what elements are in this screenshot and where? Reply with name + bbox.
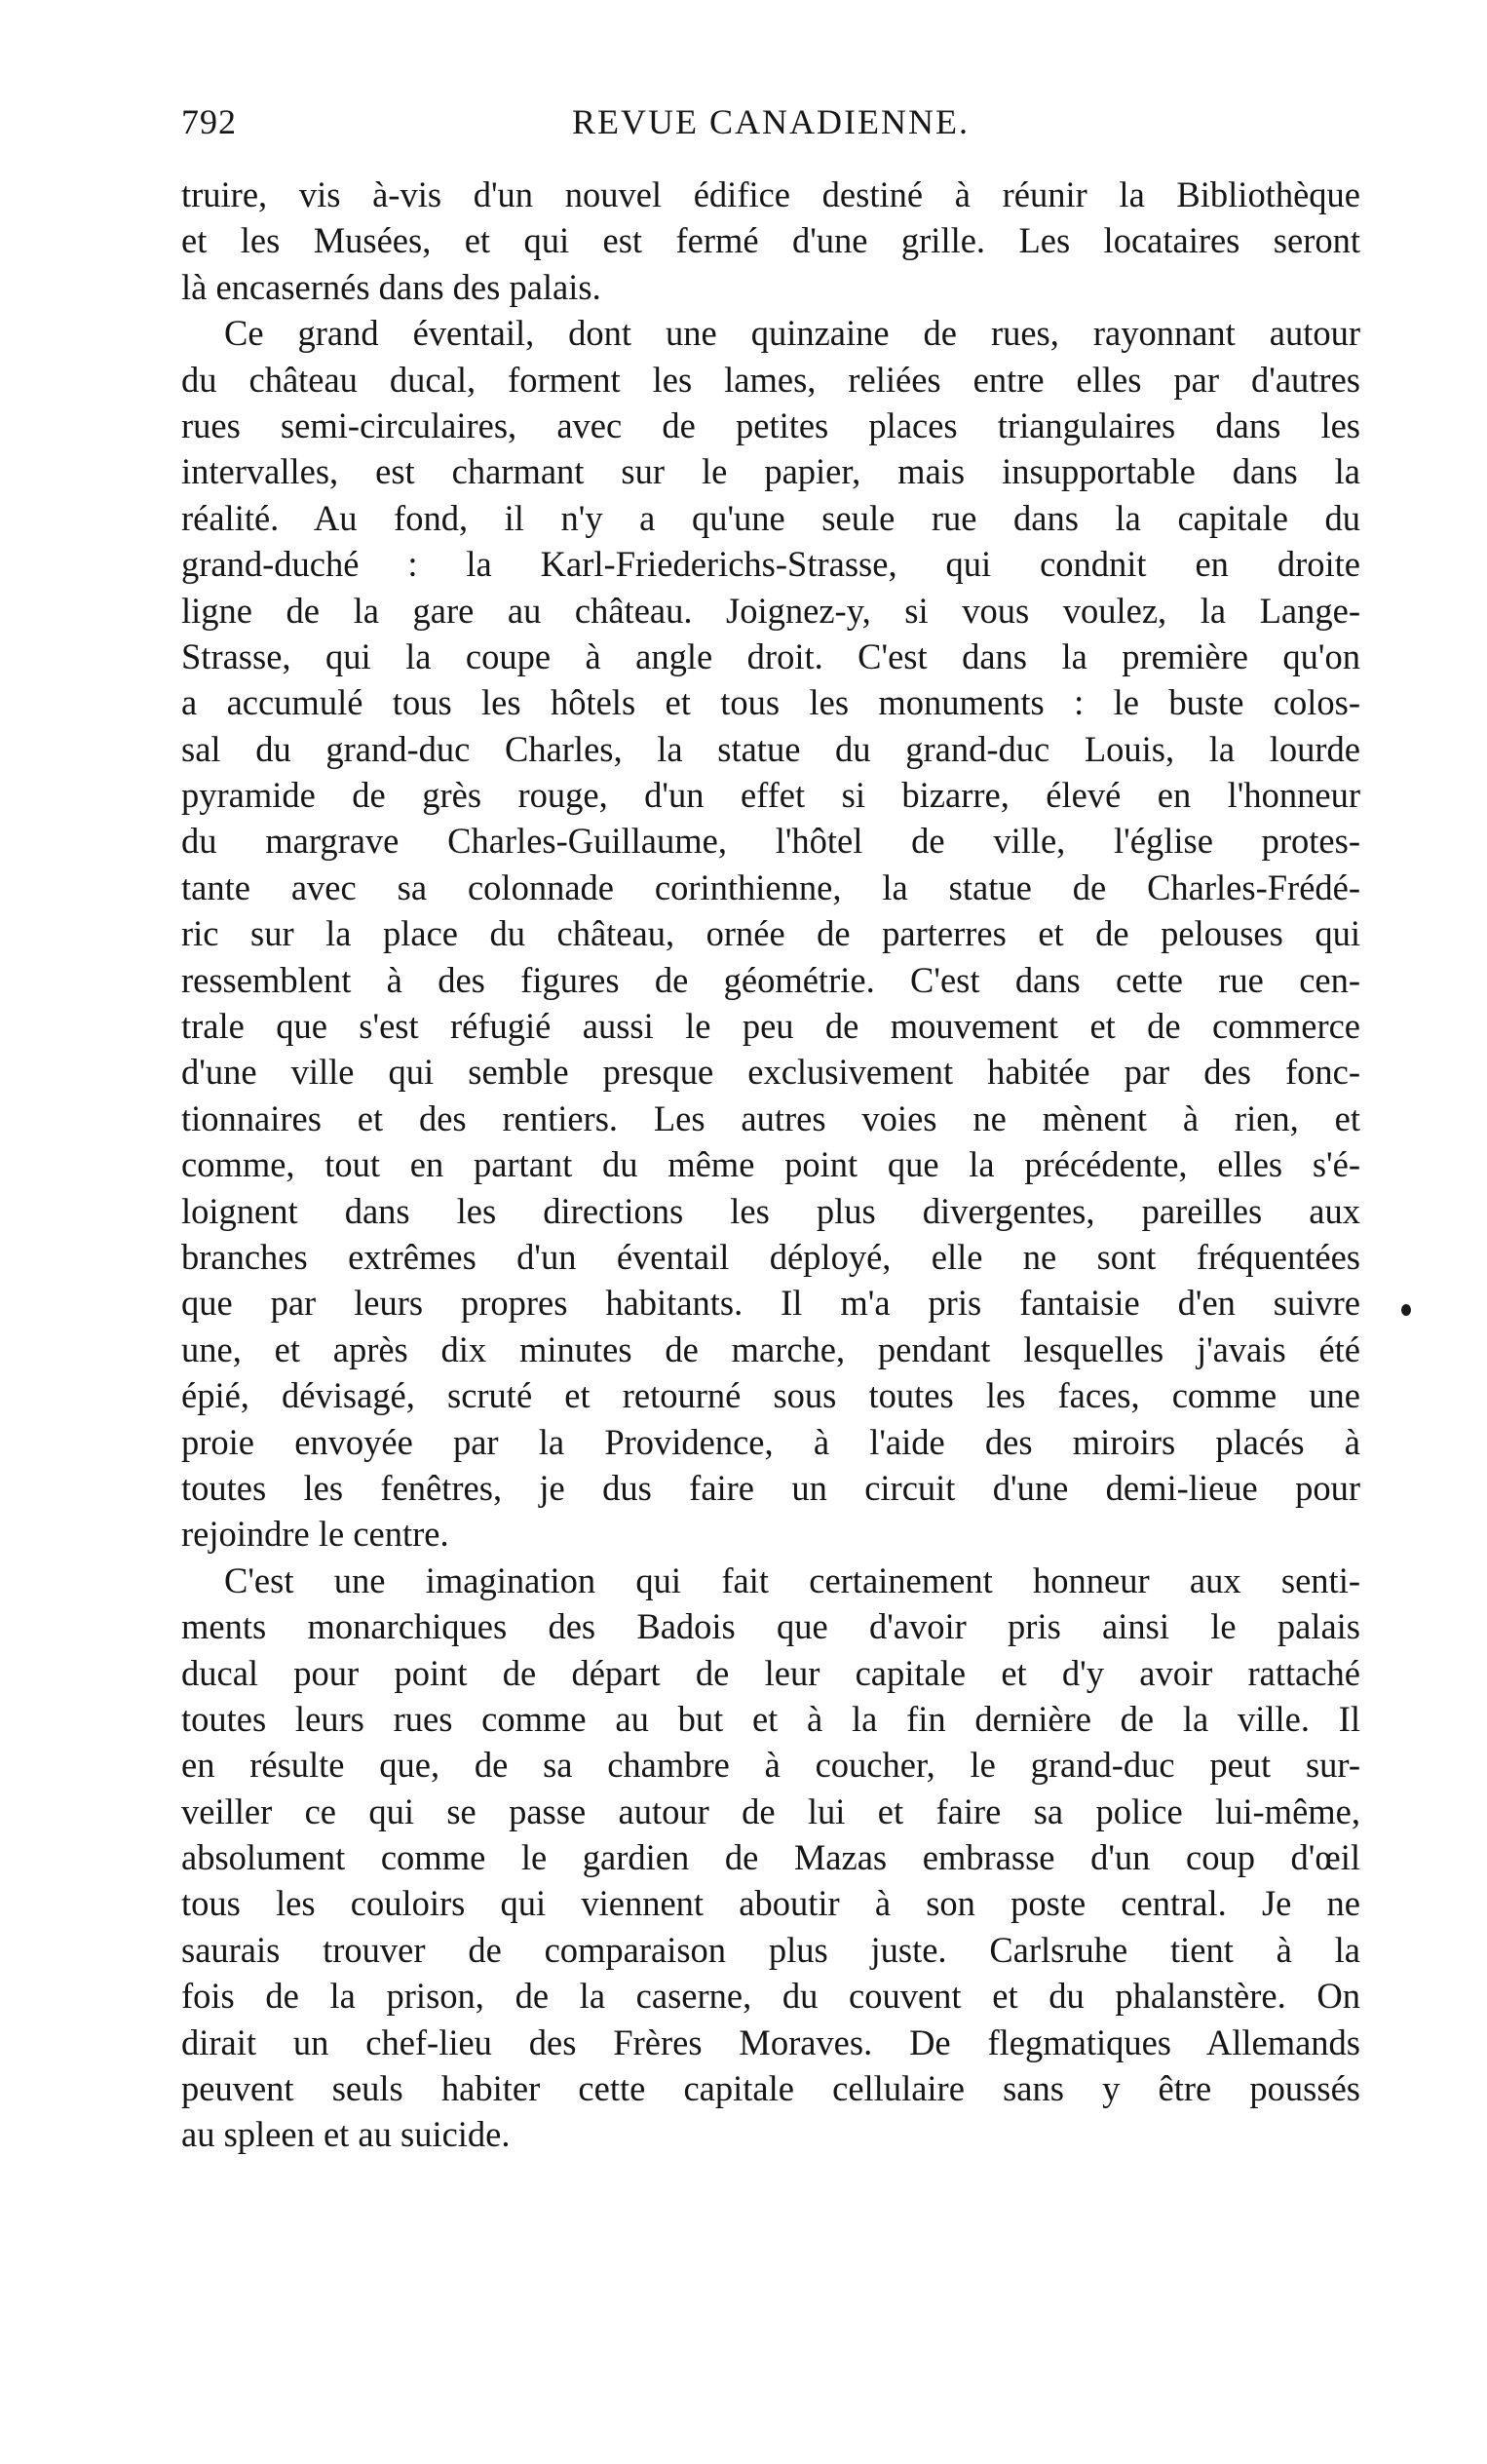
text-line: ressemblent à des figures de géométrie. C'est dans cette rue cen- bbox=[181, 959, 1360, 1000]
text-line: que par leurs propres habitants. Il m'a pris fantaisie d'en suivre bbox=[181, 1283, 1360, 1324]
text-line: Strasse, qui la coupe à angle droit. C'est dans la première qu'on bbox=[181, 635, 1360, 676]
text-line: réalité. Au fond, il n'y a qu'une seule rue dans la capitale du bbox=[181, 497, 1360, 538]
text-line: en résulte que, de sa chambre à coucher, le grand-duc peut sur- bbox=[181, 1745, 1360, 1786]
journal-title: REVUE CANADIENNE. bbox=[572, 102, 970, 141]
text-line: une, et après dix minutes de marche, pendant lesquelles j'avais été bbox=[181, 1328, 1360, 1369]
text-line: rues semi-circulaires, avec de petites places triangulaires dans les bbox=[181, 404, 1360, 445]
text-line: tous les couloirs qui viennent aboutir à son poste central. Je ne bbox=[181, 1883, 1360, 1924]
text-line: ric sur la place du château, ornée de parterres et de pelouses qui bbox=[181, 913, 1360, 954]
text-line: épié, dévisagé, scruté et retourné sous toutes les faces, comme une bbox=[181, 1375, 1360, 1416]
text-line: pyramide de grès rouge, d'un effet si bizarre, élevé en l'honneur bbox=[181, 775, 1360, 816]
text-line: dirait un chef-lieu des Frères Moraves. De flegmatiques Allemands bbox=[181, 2021, 1360, 2062]
text-line: C'est une imagination qui fait certainement honneur aux senti- bbox=[224, 1559, 1360, 1600]
text-line: absolument comme le gardien de Mazas embrasse d'un coup d'œil bbox=[181, 1837, 1360, 1878]
ink-speck bbox=[1401, 1304, 1411, 1316]
text-line: fois de la prison, de la caserne, du couvent et du phalanstère. On bbox=[181, 1976, 1360, 2017]
text-line: là encasernés dans des palais. bbox=[181, 266, 601, 307]
text-line: et les Musées, et qui est fermé d'une grille. Les locataires seront bbox=[181, 220, 1360, 261]
page-number: 792 bbox=[181, 102, 237, 141]
text-line: sal du grand-duc Charles, la statue du grand-duc Louis, la lourde bbox=[181, 728, 1360, 769]
text-line: Ce grand éventail, dont une quinzaine de rues, rayonnant autour bbox=[224, 313, 1360, 354]
text-line: ments monarchiques des Badois que d'avoir pris ainsi le palais bbox=[181, 1606, 1360, 1647]
text-line: rejoindre le centre. bbox=[181, 1514, 449, 1555]
text-line: truire, vis à-vis d'un nouvel édifice destiné à réunir la Bibliothèque bbox=[181, 174, 1360, 214]
text-line: au spleen et au suicide. bbox=[181, 2114, 511, 2155]
text-line: loignent dans les directions les plus divergentes, pareilles aux bbox=[181, 1190, 1360, 1231]
text-line: trale que s'est réfugié aussi le peu de mouvement et de commerce bbox=[181, 1006, 1360, 1047]
text-line: peuvent seuls habiter cette capitale cellulaire sans y être poussés bbox=[181, 2068, 1360, 2109]
text-line: branches extrêmes d'un éventail déployé, elle ne sont fréquentées bbox=[181, 1236, 1360, 1277]
text-line: comme, tout en partant du même point que la précédente, elles s'é- bbox=[181, 1144, 1360, 1185]
text-line: ducal pour point de départ de leur capitale et d'y avoir rattaché bbox=[181, 1652, 1360, 1693]
text-line: toutes les fenêtres, je dus faire un circuit d'une demi-lieue pour bbox=[181, 1467, 1360, 1508]
text-line: tionnaires et des rentiers. Les autres voies ne mènent à rien, et bbox=[181, 1097, 1360, 1138]
text-line: du château ducal, forment les lames, reliées entre elles par d'autres bbox=[181, 359, 1360, 400]
text-line: veiller ce qui se passe autour de lui et faire sa police lui-même, bbox=[181, 1790, 1360, 1831]
text-line: ligne de la gare au château. Joignez-y, si vous voulez, la Lange- bbox=[181, 590, 1360, 631]
text-line: toutes leurs rues comme au but et à la fin dernière de la ville. Il bbox=[181, 1698, 1360, 1739]
text-line: a accumulé tous les hôtels et tous les monuments : le buste colos- bbox=[181, 682, 1360, 723]
text-line: du margrave Charles-Guillaume, l'hôtel de ville, l'église protes- bbox=[181, 821, 1360, 862]
text-line: tante avec sa colonnade corinthienne, la statue de Charles-Frédé- bbox=[181, 866, 1360, 907]
text-line: grand-duché : la Karl-Friederichs-Strasse, qui condnit en droite bbox=[181, 544, 1360, 585]
text-line: saurais trouver de comparaison plus juste. Carlsruhe tient à la bbox=[181, 1929, 1360, 1970]
text-line: proie envoyée par la Providence, à l'aide des miroirs placés à bbox=[181, 1421, 1360, 1462]
body-text bbox=[181, 172, 1360, 2158]
text-line: intervalles, est charmant sur le papier, mais insupportable dans la bbox=[181, 451, 1360, 492]
text-line: d'une ville qui semble presque exclusivement habitée par des fonc- bbox=[181, 1052, 1360, 1093]
running-head bbox=[181, 97, 1360, 146]
